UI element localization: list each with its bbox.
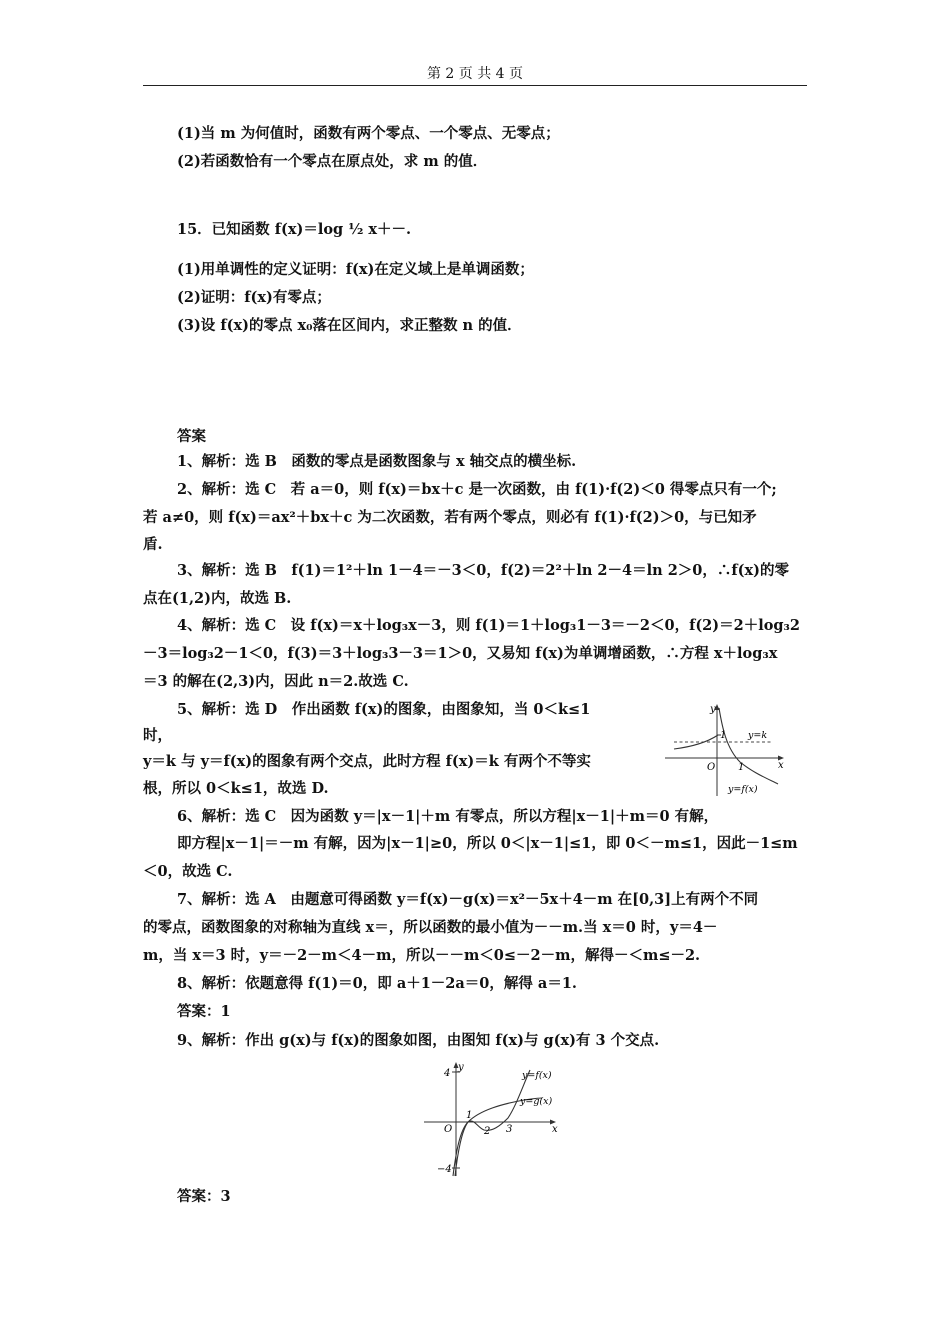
figure-9-graph <box>418 1058 563 1180</box>
answer-4-line3: ＝3 的解在(2,3)内，因此 n＝2.故选 C. <box>143 673 409 690</box>
fig9-origin-label: O <box>444 1124 453 1135</box>
answer-6-line2: 即方程|x－1|＝－m 有解，因为|x－1|≥0，所以 0＜|x－1|≤1，即 0＜－m≤1，因此－1≤m <box>177 835 798 852</box>
answer-7-line2: 的零点，函数图象的对称轴为直线 x＝，所以函数的最小值为－－m.当 x＝0 时，y＝4－ <box>143 919 718 936</box>
q15-part1: (1)用单调性的定义证明：f(x)在定义域上是单调函数； <box>177 261 534 278</box>
fig9-tick-neg4-label: −4 <box>437 1164 452 1175</box>
answer-4-line2: －3＝log₃2－1＜0，f(3)＝3＋log₃3－3＝1＞0，又易知 f(x)为单调增函数，∴方程 x＋log₃x <box>143 645 778 662</box>
fig9-g-label: y=g(x) <box>520 1096 553 1107</box>
answer-2-line1: 2、解析：选 C 若 a＝0，则 f(x)＝bx＋c 是一次函数，由 f(1)·f(2)＜0 得零点只有一个; <box>177 481 777 498</box>
fig9-tick-1-label: 1 <box>466 1110 473 1121</box>
answer-8-result: 答案：1 <box>177 1003 231 1020</box>
answer-2-line2: 若 a≠0，则 f(x)＝ax²＋bx＋c 为二次函数，若有两个零点，则必有 f(1)·f(2)＞0，与已知矛 <box>143 509 757 526</box>
fig5-curve-right <box>719 708 778 784</box>
answer-2-line3: 盾. <box>143 536 163 553</box>
answer-9-result: 答案：3 <box>177 1188 231 1205</box>
answer-5-line1: 5、解析：选 D 作出函数 f(x)的图象，由图象知，当 0＜k≤1 <box>177 701 591 718</box>
fig5-y-label: y <box>710 704 716 715</box>
q14-part2: (2)若函数恰有一个零点在原点处，求 m 的值． <box>177 153 488 170</box>
answer-7-line1: 7、解析：选 A 由题意可得函数 y＝f(x)－g(x)＝x²－5x＋4－m 在[0,3]上有两个不同 <box>177 891 759 908</box>
answer-5-line3: y＝k 与 y＝f(x)的图象有两个交点，此时方程 f(x)＝k 有两个不等实 <box>143 753 591 770</box>
answer-4-line1: 4、解析：选 C 设 f(x)＝x＋log₃x－3，则 f(1)＝1＋log₃1－3＝－2＜0，f(2)＝2＋log₃2 <box>177 617 800 634</box>
header-rule <box>143 85 807 86</box>
q14-part1: (1)当 m 为何值时，函数有两个零点、一个零点、无零点； <box>177 125 560 142</box>
page-header: 第 2 页 共 4 页 <box>426 66 524 82</box>
answer-9: 9、解析：作出 g(x)与 f(x)的图象如图，由图知 f(x)与 g(x)有 3 个交点. <box>177 1032 660 1049</box>
answer-6-line3: ＜0，故选 C. <box>143 863 233 880</box>
answer-8: 8、解析：依题意得 f(1)＝0，即 a＋1－2a＝0，解得 a＝1. <box>177 975 577 992</box>
answer-1: 1、解析：选 B 函数的零点是函数图象与 x 轴交点的横坐标. <box>177 453 577 470</box>
answers-title: 答案 <box>177 428 206 445</box>
answer-3-line1: 3、解析：选 B f(1)＝1²＋ln 1－4＝－3＜0，f(2)＝2²＋ln 2－4＝ln 2＞0，∴f(x)的零 <box>177 562 789 579</box>
q15-stem: 15．已知函数 f(x)＝log ½ x＋－. <box>177 221 412 238</box>
fig9-x-label: x <box>552 1124 558 1135</box>
fig9-tick-2-label: 2 <box>484 1126 491 1137</box>
fig9-y-label: y <box>458 1062 464 1073</box>
fig9-f-label: y=f(x) <box>522 1070 552 1081</box>
fig5-origin-label: O <box>707 762 716 773</box>
q15-part2: (2)证明：f(x)有零点； <box>177 289 331 306</box>
q15-part3: (3)设 f(x)的零点 x₀落在区间内，求正整数 n 的值． <box>177 317 522 334</box>
answer-6-line1: 6、解析：选 C 因为函数 y＝|x－1|＋m 有零点，所以方程|x－1|＋m＝0 有解， <box>177 808 719 825</box>
answer-5-line2: 时， <box>143 727 172 744</box>
fig5-curve-label: y=f(x) <box>728 784 758 795</box>
answer-3-line2: 点在(1,2)内，故选 B. <box>143 590 292 607</box>
figure-5-graph <box>660 700 790 800</box>
fig9-tick-4-label: 4 <box>444 1068 451 1079</box>
fig5-line-label: y=k <box>748 730 768 741</box>
answer-5-line4: 根，所以 0＜k≤1，故选 D. <box>143 780 329 797</box>
answer-7-line3: m，当 x＝3 时，y＝－2－m＜4－m，所以－－m＜0≤－2－m，解得－＜m≤－2. <box>143 947 701 964</box>
fig5-x-label: x <box>778 760 784 771</box>
fig9-curve-f <box>453 1070 530 1176</box>
fig5-tick-y-label: 1 <box>720 730 727 741</box>
fig9-tick-3-label: 3 <box>506 1124 513 1135</box>
fig5-tick-x-label: 1 <box>738 762 745 773</box>
